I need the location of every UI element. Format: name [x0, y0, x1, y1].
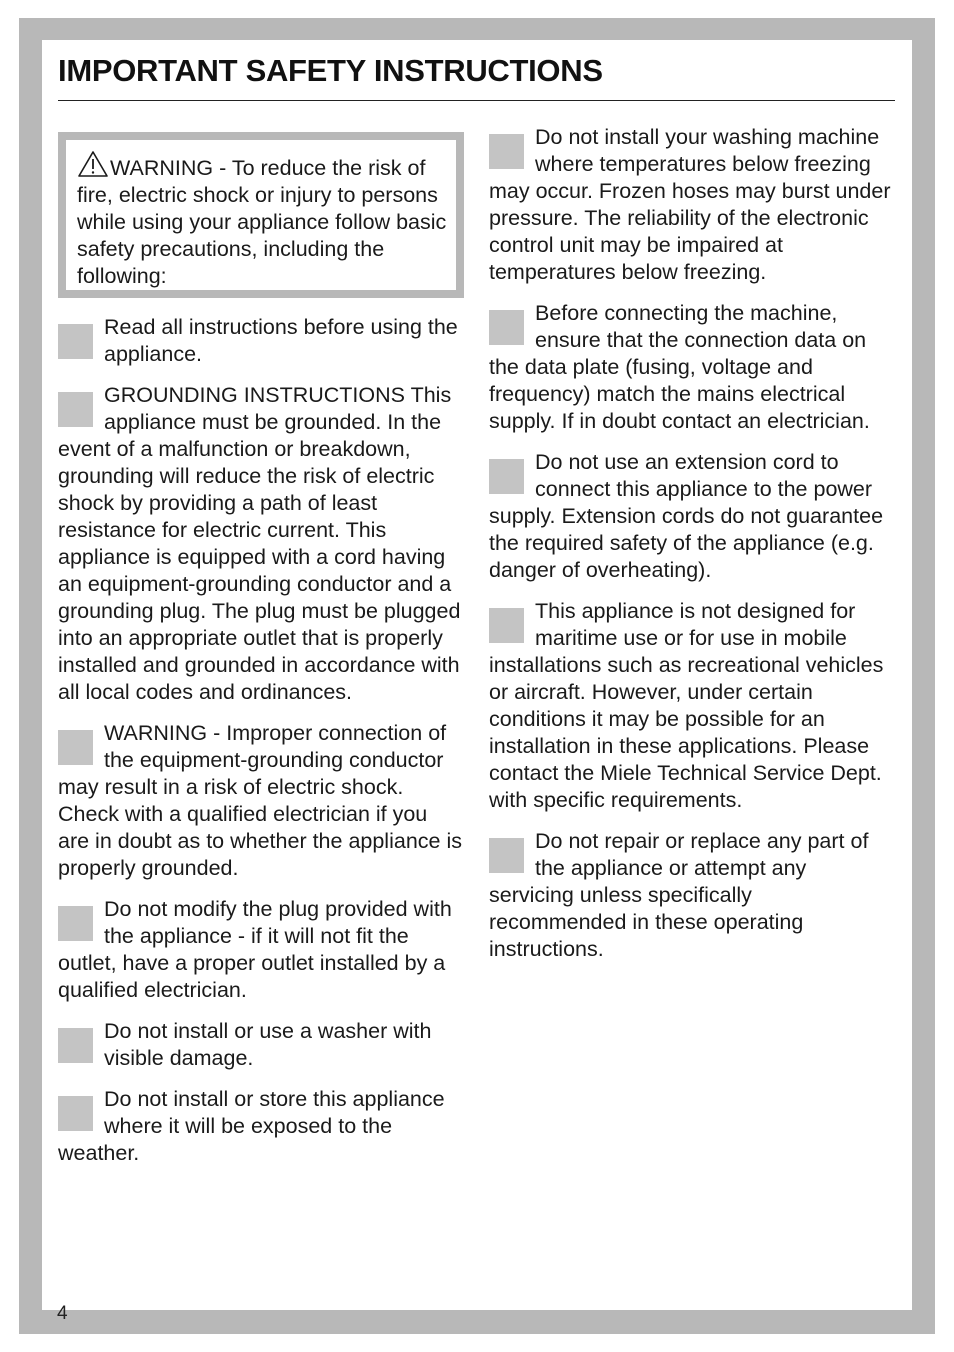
warning-triangle-icon [77, 150, 109, 178]
safety-item-text: Read all instructions before using the appliance. [104, 315, 458, 366]
right-column [489, 124, 895, 977]
safety-item-text: Do not use an extension cord to connect this appliance to the power supply. Extension cords do not guarantee the required safety of the appliance (e.g. danger of overheating). [489, 450, 884, 582]
safety-item [58, 1018, 464, 1072]
safety-item [489, 598, 895, 814]
page-title: IMPORTANT SAFETY INSTRUCTIONS [58, 53, 603, 88]
bullet-square [489, 838, 524, 873]
safety-item [489, 124, 895, 286]
safety-item-text: Do not modify the plug provided with the appliance - if it will not fit the outlet, have a proper outlet installed by a qualified electrician. [58, 897, 452, 1002]
safety-item-text: This appliance is not designed for maritime use or for use in mobile installations such as recreational vehicles or aircraft. However, under certain conditions it may be possible for an installation in these applications. Please contact the Miele Technical Service Dept. with specific requirements. [489, 599, 884, 812]
safety-item [58, 720, 464, 882]
bullet-square [58, 1096, 93, 1131]
warning-box [58, 132, 464, 298]
safety-item [58, 1086, 464, 1167]
bullet-square [58, 730, 93, 765]
safety-item-text: Do not repair or replace any part of the appliance or attempt any servicing unless specifically recommended in these operating instructions. [489, 829, 869, 961]
safety-item [58, 896, 464, 1004]
safety-item [489, 828, 895, 963]
bullet-square [489, 310, 524, 345]
left-column [58, 132, 464, 1181]
bullet-square [58, 1028, 93, 1063]
bullet-square [58, 906, 93, 941]
safety-item [489, 300, 895, 435]
page-number: 4 [57, 1303, 68, 1324]
safety-item-text: Before connecting the machine, ensure that the connection data on the data plate (fusing, voltage and frequency) match the mains electrical supply. If in doubt contact an electrician. [489, 301, 870, 433]
bullet-square [58, 324, 93, 359]
safety-item-text: GROUNDING INSTRUCTIONS This appliance must be grounded. In the event of a malfunction or breakdown, grounding will reduce the risk of electric shock by providing a path of least resistance for electric current. This appliance is equipped with a cord having an equipment-grounding conductor and a grounding plug. The plug must be plugged into an appropriate outlet that is properly installed and grounded in accordance with all local codes and ordinances. [58, 383, 461, 704]
warning-box-content [66, 140, 456, 290]
warning-text: WARNING - To reduce the risk of fire, electric shock or injury to persons while using your appliance follow basic safety precautions, including the following: [77, 156, 447, 288]
safety-item [489, 449, 895, 584]
safety-item-text: Do not install or store this appliance where it will be exposed to the weather. [58, 1087, 445, 1165]
bullet-square [58, 392, 93, 427]
safety-item-text: Do not install or use a washer with visible damage. [104, 1019, 432, 1070]
safety-item [58, 382, 464, 706]
safety-item-text: WARNING - Improper connection of the equipment-grounding conductor may result in a risk of electric shock. Check with a qualified electrician if you are in doubt as to whether the appliance is properly grounded. [58, 721, 462, 880]
bullet-square [489, 608, 524, 643]
bullet-square [489, 134, 524, 169]
title-divider [58, 100, 895, 101]
safety-item-text: Do not install your washing machine where temperatures below freezing may occur. Frozen hoses may burst under pressure. The reliability of the electronic control unit may be impaired at temperatures below freezing. [489, 125, 891, 284]
safety-item [58, 314, 464, 368]
bullet-square [489, 459, 524, 494]
